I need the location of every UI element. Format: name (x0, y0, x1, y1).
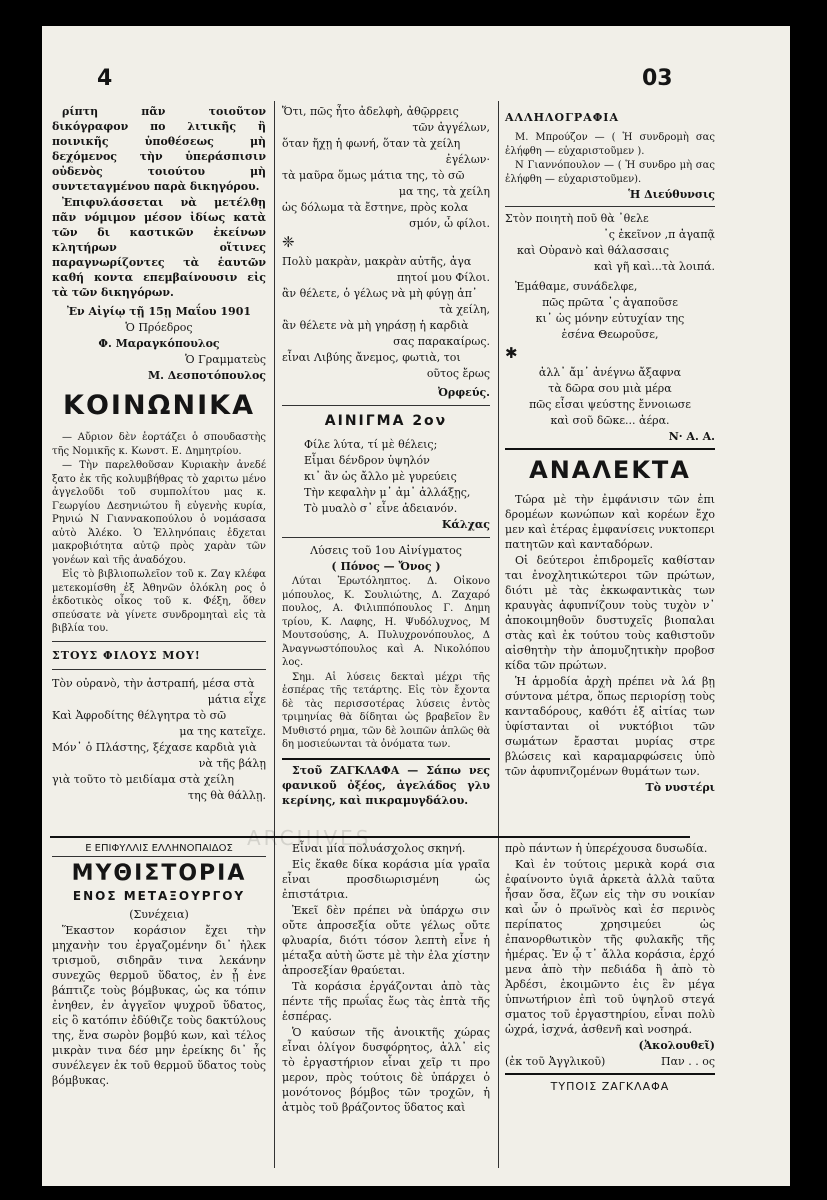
poem-line: ᾽ς ἐκεῖνον ,π ἀγαπᾷ (603, 228, 715, 241)
news-item: Εἰς τὸ βιβλιοπωλεῖον τοῦ κ. Ζαγ κλέφα μετεκομίσθη ἐξ Ἀθηνῶν ὁλόκλη ρος ὁ ἐκδοτικὸς οἶκος τοῦ κ. Φέξη, ὅθεν σπεύσατε νὰ γίνετε συνδρομηταὶ εἰς τὰ βιβλία του. (52, 569, 266, 634)
divider (52, 641, 266, 642)
riddle-line: Εἶμαι δένδρον ὑψηλόν (304, 454, 430, 467)
poem-line: πητοί μου Φίλοι. (396, 271, 490, 284)
poem-line: ἐγέλων· (445, 153, 490, 166)
serial-paragraph: Ἐκεῖ δὲν πρέπει νὰ ὑπάρχω σιν οὔτε ἀπροσεξία οὔτε γέλως οὔτε φλυαρία, διότι τόσον λεπτὴ εἶνε ἡ μέταξα αὐτὴ ὥστε μὲ τὴν ἐλα χίστην ἀπροσεξίαν θραύεται. (282, 904, 490, 977)
page-number-right: 03 (642, 66, 673, 91)
serial-column-2 (282, 841, 490, 1116)
poem-line: ἐσένα Θεωροῦσε, (561, 328, 659, 341)
poem-line: Τὸν οὐρανὸ, τὴν ἀστραπή, μέσα στὰ (52, 676, 255, 690)
poem-line: κι᾽ ὡς μόνην εὐτυχίαν της (535, 312, 685, 325)
serial-paragraph: Τὰ κοράσια ἐργάζονται ἀπὸ τὰς πέντε τῆς πρωΐας ἕως τὰς ἑπτὰ τῆς ἑσπέρας. (282, 980, 490, 1023)
serial-credit (505, 1054, 715, 1069)
serial-title: ΜΥΘΙΣΤΟΡΙΑ (71, 861, 247, 886)
poem-line: ὡς δόλωμα τὰ ἔστηνε, πρὸς κολα (282, 201, 469, 214)
solutions-note: Σημ. Αἱ λύσεις δεκταὶ μέχρι τῆς ἑσπέρας τῆς τετάρτης. Εἰς τὸν ἔχοντα δὲ τὰς περισσοτέρας λύσεις ἐντὸς τριμηνίας θὰ δίδηται ὡς βραβεῖον ἓν Μυθιστό ρημα, τῶν δὲ λοιπῶν ἁπλῶς θὰ δη μοσιεύωνται τὰ ὀνόματα των. (282, 671, 490, 750)
poem-line: μάτια εἶχε (207, 692, 266, 706)
column-rule (274, 101, 275, 836)
section-title-koinonika: ΚΟΙΝΩΝΙΚΑ (63, 390, 255, 421)
riddle-line: Τὸ μυαλὸ σ᾽ εἶνε ἀδειανόν. (304, 502, 458, 515)
poem-line: Στὸν ποιητὴ ποῦ θὰ ᾽θελε (505, 212, 649, 225)
poem-line: τὰ χείλη, (439, 303, 490, 316)
serial-continued: (Συνέχεια) (129, 908, 189, 921)
serial-source: (ἐκ τοῦ Ἀγγλικοῦ) (505, 1055, 606, 1068)
advertisement: Στοῦ ΖΑΓΚΛΑΦΑ — Σάπω νες φανικοῦ ὀξέος, ἀγελάδος γλυ κερίνης, καὶ πικραμυγδάλου. (282, 763, 490, 807)
poem-line: Ἐμάθαμε, συνάδελφε, (515, 280, 638, 293)
correspondence-signature: Ἡ Διεύθυνσις (628, 188, 715, 201)
poem-line: μα της, τὰ χείλη (398, 185, 490, 198)
divider (505, 206, 715, 207)
news-item: — Τὴν παρελθοῦσαν Κυριακὴν ἀνεδέ ξατο ἐκ τῆς κολυμβήθρας τὸ χαριτω μένο ἀγγελοῦδι τοῦ συμπολίτου μας κ. Γεωργίου Δεσηνιώτου ἢ εὐγενὴς κυρία, Ρηνιώ Ν Γιαννακοπούλου ὀ νομάσασα αὐτὸ Ἀλέκο. Ὁ Ἑλληνόπαις ἐδχεται μακροβιότητα αὐτῷ πρὸς χαρὰν τῶν γονέων καὶ τῆς ἀναδόχου. (52, 460, 266, 566)
correspondence-item: Μ. Μπρούζον — ( Ἡ συνδρομὴ σας ἐλήφθη — εὐχαριστοῦμεν ). (505, 132, 715, 157)
signature-name: Μ. Δεσποτόπουλος (147, 369, 266, 382)
poem-line: τῶν ἀγγέλων, (412, 121, 490, 134)
page-number-left: 4 (97, 66, 113, 91)
serial-header: Ε ΕΠΙΦΥΛΛΙΣ ΕΛΛΗΝΟΠΑΙΔΟΣ (52, 841, 266, 857)
signature-title: Ὁ Πρόεδρος (125, 321, 193, 334)
serial-subtitle: ΕΝΟΣ ΜΕΤΑΞΟΥΡΓΟΥ (72, 889, 246, 903)
divider (52, 669, 266, 670)
newspaper-page (42, 26, 790, 1186)
poem-signature: Ν· Α. Α. (668, 430, 715, 443)
solutions-answer: ( Πόνος — Ὄνος ) (331, 560, 441, 573)
poem-line: σμόν, ὦ φίλοι. (409, 217, 490, 230)
poem-line: ἂν θέλετε νὰ μὴ γηράσῃ ἡ καρδιὰ (282, 319, 469, 332)
riddle-line: κι᾽ ἂν ὡς ἄλλο μὲ γυρεύεις (304, 470, 457, 483)
printer-imprint: ΤΥΠΟΙΣ ΖΑΓΚΛΑΦΑ (550, 1080, 670, 1093)
poem-line: Ὅτι, πῶς ἦτο ἀδελφὴ, ἀθῷρρεις (282, 105, 459, 118)
poem-line: γιὰ τοῦτο τὸ μειδίαμα στὰ χείλη (52, 772, 234, 786)
divider (282, 537, 490, 538)
serial-paragraph: Εἶναι μία πολυάσχολος σκηνή. (292, 842, 466, 855)
ornament-icon: ❈ (282, 233, 295, 251)
correspondence-item: Ν Γιαννόπουλον — ( Ἡ συνδρο μὴ σας ἐλήφθη — εὐχαριστοῦμεν). (505, 160, 715, 185)
news-item: — Αὔριον δὲν ἑορτάζει ὁ σπουδαστὴς τῆς Νομικῆς κ. Κωνστ. Ε. Δημητρίου. (52, 432, 266, 457)
serial-author: Παν . . ος (661, 1055, 715, 1068)
analekta-signature: Τὸ νυστέρι (645, 781, 715, 794)
archive-watermark: ARCHIVES (247, 826, 372, 850)
column-3 (505, 104, 715, 796)
column-rule (498, 838, 499, 1168)
poem-line: ὅταν ἤχῃ ἡ φωνή, ὅταν τὰ χείλη (282, 137, 461, 150)
poem-line: Πολὺ μακρὰν, μακρὰν αὐτῆς, ἀγα (282, 255, 472, 268)
solutions-text: Λύται Ἐρωτόληπτος. Δ. Οἰκονο μόπουλος, Κ. Σουλιώτης, Δ. Ζαχαρό πουλος, Α. Φιλιππόπουλος Γ. Δημη τρίου, Κ. Λαφης, Η. Ψυδόλυχνος, Μ Μουτσούσης, Α. Πυλυχρονόπουλος, Δ Ἀναγνωστόπουλος καὶ Α. Νικολόπου λος. (282, 576, 490, 668)
poem-line: της θὰ θάλλῃ. (188, 788, 266, 802)
serial-paragraph: Ὁ καύσων τῆς ἀνοικτῆς χώρας εἶναι ὀλίγον δυσφόρητος, ἀλλ᾽ εἰς τὸ ἐργαστήριον εἶναι χεῖρ τι προ μερον, πρὸς τούτοις δὲ ὑπάρχει ὁ μονότονος βόμβος τῶν τροχῶν, ἡ ἀτμὸς τοῦ βράζοντος ὕδατος καὶ (282, 1026, 490, 1114)
section-title-correspondence: ΑΛΛΗΛΟΓΡΑΦΙΑ (505, 111, 619, 124)
riddle-line: Τὴν κεφαλὴν μ᾽ ἀμ᾽ ἀλλάξῃς, (304, 486, 471, 499)
signature-name: Φ. Μαραγκόπουλος (98, 337, 220, 350)
poem-line: εἶναι Λιβύης ἄνεμος, φωτιὰ, τοι (282, 351, 461, 364)
poem-line: καὶ γῆ καὶ...τὰ λοιπά. (594, 260, 715, 273)
poem-line: σας παρακαίρως. (393, 335, 490, 348)
serial-paragraph: Εἰς ἕκαθε δίκα κοράσια μία γραῖα εἶναι προσδιωρισμένη ὡς ἐπιστάτρια. (282, 858, 490, 901)
serial-column-3 (505, 841, 715, 1095)
notice-date: Ἐν Αἰγίῳ τῇ 15ῃ Μαΐου 1901 (66, 305, 252, 318)
serial-column-1 (52, 841, 266, 1089)
divider (282, 758, 490, 760)
column-rule (498, 101, 499, 836)
signature-title: Ὁ Γραμματεὺς (185, 353, 266, 366)
riddle-signature: Κάλχας (441, 518, 490, 531)
section-title-analekta: ΑΝΑΛΕΚΤΑ (529, 456, 691, 484)
analekta-paragraph: Οἱ δεύτεροι ἐπιδρομεῖς καθίσταν ται ἐνοχλητικώτεροι τῶν πρώτων, διότι μὲ τὰς ἐκκωφαντικὰς των κραυγὰς ἀφυπνίζουν τοὺς τυχὸν ν᾽ ἀποκοιμηθοῦν δυστυχεῖς βιοπαλαι στὰς καὶ ἐκ τούτου τοὺς καθιστοῦν αἰσθητὴν τὴν ἀπομυζητικὴν προβοσ κίδα τῶν πρώτων. (505, 554, 715, 672)
ornament-icon: ✱ (505, 344, 518, 362)
poem-line: τὰ μαῦρα ὅμως μάτια της, τὸ σῶ (282, 169, 465, 182)
column-rule (274, 838, 275, 1168)
riddle-line: Φίλε λύτα, τί μὲ θέλεις; (304, 438, 438, 451)
divider (505, 448, 715, 450)
poem-line: καὶ Οὐρανὸ καὶ θάλασσαις (517, 244, 670, 257)
poem-line: τὰ δῶρα σου μιὰ μέρα (548, 382, 672, 395)
poem-line: καὶ σοῦ δῶκε... ἀέρα. (550, 414, 670, 427)
serial-paragraph: πρὸ πάντων ἡ ὑπερέχουσα δυσωδία. (505, 842, 708, 855)
serial-paragraph: Καὶ ἐν τούτοις μερικὰ κορά σια ἐφαίνοντο ὑγιᾶ ἀρκετὰ ἀλλὰ ταῦτα ἦσαν ὅσα, ἔζων εἰς τὴν συ νοικίαν καὶ ὧν ὁ πρωϊνὸς καὶ ἑσ περινὸς περίπατος χρησιμεύει ὡς ἐπανορθωτικὸν τῆς φυλακῆς τῆς ἡμέρας. Ἐν ᾧ τ᾽ ἄλλα κοράσια, ἐρχό μενα ἀπὸ τὴν πεδιάδα ἢ ἀπὸ τὸ Ἀρδέσι, ἐκοιμῶντο ἐις ἓν μέγα ὑπνωτήριον ἐπὶ τοῦ ὑψηλοῦ στεγά σματος τοῦ ἐργαστηρίου, εἶναι πολὺ ὠχρά, ἰσχνά, ἀσθενῆ καὶ νοσηρά. (505, 858, 715, 1036)
column-2 (282, 104, 490, 809)
divider (505, 1073, 715, 1075)
serial-paragraph: Ἕκαστον κοράσιον ἔχει τὴν μηχανὴν του ἐργαζομένην δι᾽ ἠλεκ τρισμοῦ, σιδηρᾶν τινα λεκάνην συνεχῶς θερμοῦ ὕδατος, ἐν ᾗ ἐνε βάπτιζε τοὺς βόμβυκας, ὡς κα τόπιν ἐνηθεν, ἐν ἀγγεῖον ψυχροῦ ὕδατος, εἰς ὃ κατόπιν ἐδύθιζε τοὺς δακτύλους της, ἕνα σωρὸν βομβύ κων, καὶ τέλος μικρὰν τινα δέσ μην ἐρείκης δι᾽ ἧς συνέλεγεν ἐκ τοῦ θερμοῦ ὕδατος τοὺς βόμβυκας. (52, 924, 266, 1087)
serial-follows: (Ἀκολουθεῖ) (638, 1039, 715, 1052)
poem-line: μα της κατεῖχε. (179, 724, 266, 738)
poem-line: Μόν᾽ ὁ Πλάστης, ξέχασε καρδιὰ γιὰ (52, 740, 257, 754)
analekta-paragraph: Τώρα μὲ τὴν ἐμφάνισιν τῶν ἐπι δρομέων κωνώπων καὶ κορέων ἔχο μεν καὶ ἑτέρας ἐμφανίσεις νυκτοπερι πατητῶν καὶ κανταδόρων. (505, 493, 715, 551)
poem-signature: Ὀρφεύς. (437, 386, 490, 399)
analekta-paragraph: Ἡ ἁρμοδία ἀρχὴ πρέπει νὰ λά βῃ σύντονα μέτρα, ὅπως περιορίσῃ τοὺς κανταδόρους, καθότι ἐξ αἰτίας των ὑφίστανται οἱ νυκτόβιοι τῶν σωμάτων ἔρασται μυρίας στρε βλώσεις καὶ καραμαρφώσεις ὑπὸ τῶν ἀφυπνιζομένων θυμάτων των. (505, 675, 715, 778)
poem-title: ΣΤΟΥΣ ΦΙΛΟΥΣ ΜΟΥ! (52, 648, 201, 662)
poem-line: πῶς πρῶτα ᾽ς ἀγαποῦσε (542, 296, 678, 309)
poem-line: ἂν θέλετε, ὁ γέλως νὰ μὴ φύγῃ ἀπ᾽ (282, 287, 478, 300)
poem-line: ἀλλ᾽ ἄμ᾽ ἀνέγνω ἄξαφνα (538, 366, 682, 379)
notice-paragraph: ρίπτη πᾶν τοιοῦτον δικόγραφον πο λιτικῆς ἢ ποινικῆς ὑποθέσεως μὴ δεχόμενος τὴν ὑπεράσπισιν οὐδενὸς τοιούτου μὴ συντεταγμένου παρὰ δικηγόρου. (52, 105, 266, 193)
riddle-title: ΑΙΝΙΓΜΑ 2ον (324, 413, 448, 429)
poem-line: νὰ τῆς βάλῃ (198, 756, 266, 770)
poem-line: οῦτος ἔρως (426, 367, 490, 380)
poem-line: Καὶ Ἀφροδίτης θέλγητρα τὸ σῶ (52, 708, 227, 722)
solutions-title: Λύσεις τοῦ 1ου Αἰνίγματος (310, 544, 462, 557)
divider (282, 405, 490, 406)
poem-line: πῶς εἶσαι ψεύστης ἔννοιωσε (529, 398, 691, 411)
column-1 (52, 104, 266, 804)
notice-paragraph: Ἐπιφυλάσσεται νὰ μετέλθῃ πᾶν νόμιμον μέσον ἰδίως κατὰ τῶν δι καστικῶν ἐκείνων κλητήρων οἵτινες παραγνωρίζοντες τὰ ἑαυτῶν καθή κοντα επεμβαίνουσιν εἰς τὰ τῶν δικηγόρων. (52, 196, 266, 299)
